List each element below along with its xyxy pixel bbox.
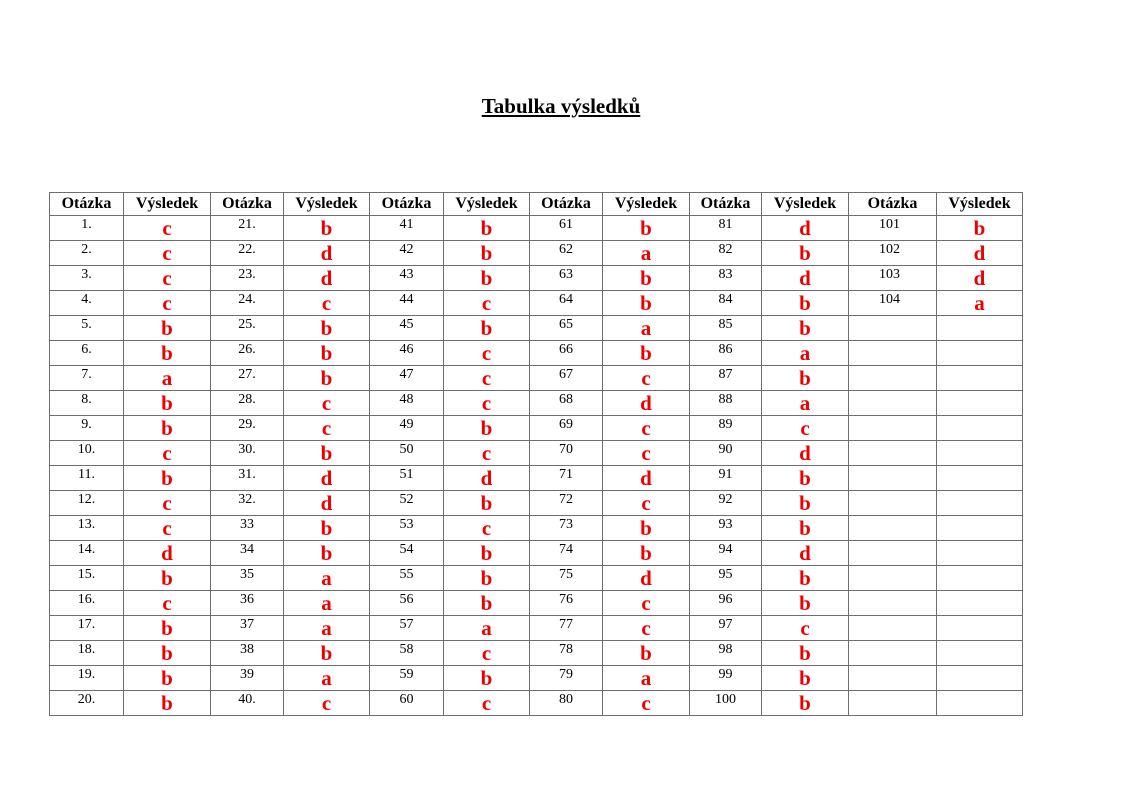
- question-number-cell: [849, 466, 937, 491]
- answer-cell: c: [603, 416, 690, 441]
- answer-cell: [937, 391, 1023, 416]
- question-number-cell: 17.: [50, 616, 124, 641]
- question-number-cell: 102: [849, 241, 937, 266]
- answer-cell: b: [603, 516, 690, 541]
- question-number-cell: 87: [690, 366, 762, 391]
- answer-cell: b: [603, 541, 690, 566]
- answer-cell: c: [124, 516, 211, 541]
- table-row: [50, 366, 1023, 391]
- question-number-cell: 11.: [50, 466, 124, 491]
- question-number-cell: [849, 616, 937, 641]
- question-number-cell: 97: [690, 616, 762, 641]
- answer-cell: b: [124, 641, 211, 666]
- question-number-cell: 26.: [211, 341, 284, 366]
- column-header-question: Otázka: [211, 193, 284, 216]
- column-header-question: Otázka: [849, 193, 937, 216]
- question-number-cell: 73: [530, 516, 603, 541]
- answer-cell: b: [603, 641, 690, 666]
- answer-cell: c: [124, 291, 211, 316]
- answer-cell: c: [762, 616, 849, 641]
- answer-cell: c: [603, 691, 690, 716]
- answer-cell: a: [603, 316, 690, 341]
- table-row: [50, 466, 1023, 491]
- question-number-cell: 83: [690, 266, 762, 291]
- question-number-cell: 41: [370, 216, 444, 241]
- answer-cell: b: [762, 366, 849, 391]
- question-number-cell: 54: [370, 541, 444, 566]
- question-number-cell: 93: [690, 516, 762, 541]
- question-number-cell: 68: [530, 391, 603, 416]
- question-number-cell: 80: [530, 691, 603, 716]
- question-number-cell: 2.: [50, 241, 124, 266]
- document-title: [0, 94, 1122, 119]
- answer-cell: [937, 616, 1023, 641]
- answer-cell: b: [444, 666, 530, 691]
- answer-cell: c: [444, 691, 530, 716]
- question-number-cell: [849, 591, 937, 616]
- answer-cell: d: [937, 241, 1023, 266]
- question-number-cell: 51: [370, 466, 444, 491]
- answer-cell: b: [444, 266, 530, 291]
- table-row: [50, 541, 1023, 566]
- question-number-cell: [849, 691, 937, 716]
- answer-cell: b: [284, 541, 370, 566]
- question-number-cell: 57: [370, 616, 444, 641]
- answer-cell: [937, 691, 1023, 716]
- question-number-cell: 7.: [50, 366, 124, 391]
- question-number-cell: 35: [211, 566, 284, 591]
- question-number-cell: [849, 416, 937, 441]
- question-number-cell: 89: [690, 416, 762, 441]
- answer-cell: c: [603, 366, 690, 391]
- answer-cell: c: [124, 241, 211, 266]
- question-number-cell: 95: [690, 566, 762, 591]
- question-number-cell: 16.: [50, 591, 124, 616]
- question-number-cell: 48: [370, 391, 444, 416]
- answer-cell: b: [762, 691, 849, 716]
- answer-cell: [937, 416, 1023, 441]
- question-number-cell: 47: [370, 366, 444, 391]
- question-number-cell: 6.: [50, 341, 124, 366]
- answer-cell: b: [762, 241, 849, 266]
- results-table: [49, 192, 1023, 716]
- answer-cell: c: [444, 641, 530, 666]
- answer-cell: b: [937, 216, 1023, 241]
- question-number-cell: 66: [530, 341, 603, 366]
- answer-cell: d: [603, 466, 690, 491]
- question-number-cell: 37: [211, 616, 284, 641]
- column-header-result: Výsledek: [762, 193, 849, 216]
- question-number-cell: [849, 316, 937, 341]
- question-number-cell: [849, 366, 937, 391]
- column-header-question: Otázka: [50, 193, 124, 216]
- table-row: [50, 616, 1023, 641]
- answer-cell: c: [284, 291, 370, 316]
- question-number-cell: 60: [370, 691, 444, 716]
- answer-cell: b: [762, 291, 849, 316]
- answer-cell: a: [603, 666, 690, 691]
- answer-cell: b: [444, 316, 530, 341]
- question-number-cell: [849, 541, 937, 566]
- question-number-cell: 28.: [211, 391, 284, 416]
- answer-cell: b: [284, 366, 370, 391]
- table-row: [50, 441, 1023, 466]
- answer-cell: b: [124, 566, 211, 591]
- question-number-cell: 91: [690, 466, 762, 491]
- question-number-cell: 25.: [211, 316, 284, 341]
- question-number-cell: 5.: [50, 316, 124, 341]
- question-number-cell: 3.: [50, 266, 124, 291]
- question-number-cell: 15.: [50, 566, 124, 591]
- question-number-cell: 12.: [50, 491, 124, 516]
- answer-cell: c: [124, 591, 211, 616]
- question-number-cell: 4.: [50, 291, 124, 316]
- answer-cell: b: [444, 416, 530, 441]
- answer-cell: c: [603, 491, 690, 516]
- question-number-cell: 13.: [50, 516, 124, 541]
- question-number-cell: [849, 441, 937, 466]
- answer-cell: d: [284, 266, 370, 291]
- answer-cell: b: [603, 291, 690, 316]
- table-row: [50, 266, 1023, 291]
- answer-cell: b: [603, 216, 690, 241]
- question-number-cell: 56: [370, 591, 444, 616]
- question-number-cell: 21.: [211, 216, 284, 241]
- question-number-cell: 96: [690, 591, 762, 616]
- answer-cell: a: [444, 616, 530, 641]
- question-number-cell: 90: [690, 441, 762, 466]
- question-number-cell: 82: [690, 241, 762, 266]
- question-number-cell: 85: [690, 316, 762, 341]
- table-row: [50, 566, 1023, 591]
- answer-cell: [937, 366, 1023, 391]
- answer-cell: b: [762, 466, 849, 491]
- question-number-cell: 52: [370, 491, 444, 516]
- table-body: [50, 216, 1023, 716]
- column-header-result: Výsledek: [284, 193, 370, 216]
- question-number-cell: 63: [530, 266, 603, 291]
- question-number-cell: 70: [530, 441, 603, 466]
- answer-cell: d: [603, 391, 690, 416]
- table-header-row: [50, 193, 1023, 216]
- answer-cell: d: [124, 541, 211, 566]
- table-row: [50, 416, 1023, 441]
- answer-cell: b: [444, 541, 530, 566]
- table-row: [50, 316, 1023, 341]
- table-row: [50, 241, 1023, 266]
- answer-cell: d: [284, 491, 370, 516]
- answer-cell: b: [284, 316, 370, 341]
- question-number-cell: 103: [849, 266, 937, 291]
- answer-cell: [937, 491, 1023, 516]
- question-number-cell: 39: [211, 666, 284, 691]
- answer-cell: d: [937, 266, 1023, 291]
- question-number-cell: 27.: [211, 366, 284, 391]
- question-number-cell: 10.: [50, 441, 124, 466]
- column-header-result: Výsledek: [444, 193, 530, 216]
- question-number-cell: 69: [530, 416, 603, 441]
- answer-cell: [937, 516, 1023, 541]
- answer-cell: b: [124, 391, 211, 416]
- answer-cell: b: [762, 566, 849, 591]
- answer-cell: [937, 466, 1023, 491]
- question-number-cell: 1.: [50, 216, 124, 241]
- table-row: [50, 216, 1023, 241]
- question-number-cell: 23.: [211, 266, 284, 291]
- table-row: [50, 641, 1023, 666]
- answer-cell: a: [762, 341, 849, 366]
- question-number-cell: 32.: [211, 491, 284, 516]
- question-number-cell: 40.: [211, 691, 284, 716]
- answer-cell: d: [284, 241, 370, 266]
- question-number-cell: 100: [690, 691, 762, 716]
- question-number-cell: 75: [530, 566, 603, 591]
- question-number-cell: 53: [370, 516, 444, 541]
- answer-cell: a: [284, 666, 370, 691]
- question-number-cell: 22.: [211, 241, 284, 266]
- question-number-cell: 98: [690, 641, 762, 666]
- question-number-cell: 19.: [50, 666, 124, 691]
- answer-cell: b: [124, 416, 211, 441]
- answer-cell: [937, 441, 1023, 466]
- answer-cell: b: [284, 641, 370, 666]
- table-row: [50, 491, 1023, 516]
- answer-cell: c: [444, 516, 530, 541]
- table-row: [50, 666, 1023, 691]
- question-number-cell: 72: [530, 491, 603, 516]
- question-number-cell: 33: [211, 516, 284, 541]
- answer-cell: b: [762, 591, 849, 616]
- question-number-cell: 49: [370, 416, 444, 441]
- question-number-cell: 101: [849, 216, 937, 241]
- answer-cell: c: [124, 216, 211, 241]
- answer-cell: [937, 641, 1023, 666]
- answer-cell: c: [603, 441, 690, 466]
- question-number-cell: 79: [530, 666, 603, 691]
- answer-cell: c: [124, 491, 211, 516]
- question-number-cell: 65: [530, 316, 603, 341]
- answer-cell: b: [762, 666, 849, 691]
- answer-cell: c: [603, 591, 690, 616]
- question-number-cell: [849, 666, 937, 691]
- answer-cell: [937, 341, 1023, 366]
- table-row: [50, 391, 1023, 416]
- question-number-cell: 24.: [211, 291, 284, 316]
- question-number-cell: [849, 516, 937, 541]
- question-number-cell: 36: [211, 591, 284, 616]
- answer-cell: d: [284, 466, 370, 491]
- column-header-question: Otázka: [690, 193, 762, 216]
- answer-cell: b: [284, 216, 370, 241]
- answer-cell: d: [762, 441, 849, 466]
- question-number-cell: 20.: [50, 691, 124, 716]
- question-number-cell: 62: [530, 241, 603, 266]
- answer-cell: b: [284, 516, 370, 541]
- question-number-cell: 42: [370, 241, 444, 266]
- question-number-cell: 88: [690, 391, 762, 416]
- question-number-cell: 81: [690, 216, 762, 241]
- question-number-cell: 104: [849, 291, 937, 316]
- answer-cell: a: [937, 291, 1023, 316]
- answer-cell: [937, 591, 1023, 616]
- question-number-cell: 45: [370, 316, 444, 341]
- answer-cell: d: [444, 466, 530, 491]
- answer-cell: b: [124, 466, 211, 491]
- question-number-cell: 30.: [211, 441, 284, 466]
- question-number-cell: [849, 566, 937, 591]
- question-number-cell: [849, 391, 937, 416]
- question-number-cell: [849, 341, 937, 366]
- question-number-cell: 46: [370, 341, 444, 366]
- answer-cell: b: [603, 341, 690, 366]
- question-number-cell: 14.: [50, 541, 124, 566]
- answer-cell: c: [284, 691, 370, 716]
- answer-cell: [937, 566, 1023, 591]
- answer-cell: [937, 666, 1023, 691]
- answer-cell: b: [762, 491, 849, 516]
- question-number-cell: 18.: [50, 641, 124, 666]
- question-number-cell: 55: [370, 566, 444, 591]
- question-number-cell: 44: [370, 291, 444, 316]
- table-row: [50, 341, 1023, 366]
- answer-cell: b: [762, 641, 849, 666]
- answer-cell: c: [444, 441, 530, 466]
- answer-cell: d: [762, 266, 849, 291]
- question-number-cell: 43: [370, 266, 444, 291]
- answer-cell: c: [444, 391, 530, 416]
- answer-cell: c: [284, 416, 370, 441]
- answer-cell: c: [603, 616, 690, 641]
- question-number-cell: 99: [690, 666, 762, 691]
- table-row: [50, 691, 1023, 716]
- question-number-cell: 92: [690, 491, 762, 516]
- question-number-cell: 34: [211, 541, 284, 566]
- question-number-cell: 78: [530, 641, 603, 666]
- column-header-result: Výsledek: [124, 193, 211, 216]
- question-number-cell: 59: [370, 666, 444, 691]
- question-number-cell: 77: [530, 616, 603, 641]
- question-number-cell: 64: [530, 291, 603, 316]
- question-number-cell: 29.: [211, 416, 284, 441]
- question-number-cell: 50: [370, 441, 444, 466]
- column-header-question: Otázka: [530, 193, 603, 216]
- answer-cell: c: [124, 441, 211, 466]
- column-header-result: Výsledek: [603, 193, 690, 216]
- answer-cell: b: [284, 341, 370, 366]
- answer-cell: a: [284, 566, 370, 591]
- question-number-cell: 71: [530, 466, 603, 491]
- answer-cell: c: [444, 366, 530, 391]
- answer-cell: a: [124, 366, 211, 391]
- answer-cell: b: [444, 566, 530, 591]
- answer-cell: a: [284, 616, 370, 641]
- answer-cell: d: [762, 216, 849, 241]
- answer-cell: b: [124, 666, 211, 691]
- answer-cell: a: [603, 241, 690, 266]
- answer-cell: b: [444, 216, 530, 241]
- table-row: [50, 591, 1023, 616]
- answer-cell: [937, 316, 1023, 341]
- answer-cell: [937, 541, 1023, 566]
- answer-cell: a: [284, 591, 370, 616]
- answer-cell: b: [444, 491, 530, 516]
- question-number-cell: [849, 641, 937, 666]
- question-number-cell: 61: [530, 216, 603, 241]
- answer-cell: b: [124, 316, 211, 341]
- answer-cell: c: [124, 266, 211, 291]
- question-number-cell: 31.: [211, 466, 284, 491]
- answer-cell: b: [603, 266, 690, 291]
- answer-cell: b: [444, 591, 530, 616]
- question-number-cell: 9.: [50, 416, 124, 441]
- answer-cell: d: [603, 566, 690, 591]
- answer-cell: b: [284, 441, 370, 466]
- column-header-result: Výsledek: [937, 193, 1023, 216]
- column-header-question: Otázka: [370, 193, 444, 216]
- question-number-cell: 94: [690, 541, 762, 566]
- document-title-text: Tabulka výsledků: [481, 94, 641, 118]
- answer-cell: d: [762, 541, 849, 566]
- question-number-cell: 67: [530, 366, 603, 391]
- question-number-cell: 84: [690, 291, 762, 316]
- answer-cell: c: [444, 291, 530, 316]
- question-number-cell: 76: [530, 591, 603, 616]
- table-row: [50, 516, 1023, 541]
- question-number-cell: 86: [690, 341, 762, 366]
- question-number-cell: 38: [211, 641, 284, 666]
- answer-cell: b: [124, 616, 211, 641]
- answer-cell: a: [762, 391, 849, 416]
- answer-cell: b: [762, 316, 849, 341]
- answer-cell: b: [124, 341, 211, 366]
- table-row: [50, 291, 1023, 316]
- question-number-cell: 74: [530, 541, 603, 566]
- question-number-cell: [849, 491, 937, 516]
- answer-cell: c: [762, 416, 849, 441]
- answer-cell: b: [762, 516, 849, 541]
- answer-cell: b: [444, 241, 530, 266]
- answer-cell: b: [124, 691, 211, 716]
- question-number-cell: 8.: [50, 391, 124, 416]
- answer-cell: c: [444, 341, 530, 366]
- question-number-cell: 58: [370, 641, 444, 666]
- answer-cell: c: [284, 391, 370, 416]
